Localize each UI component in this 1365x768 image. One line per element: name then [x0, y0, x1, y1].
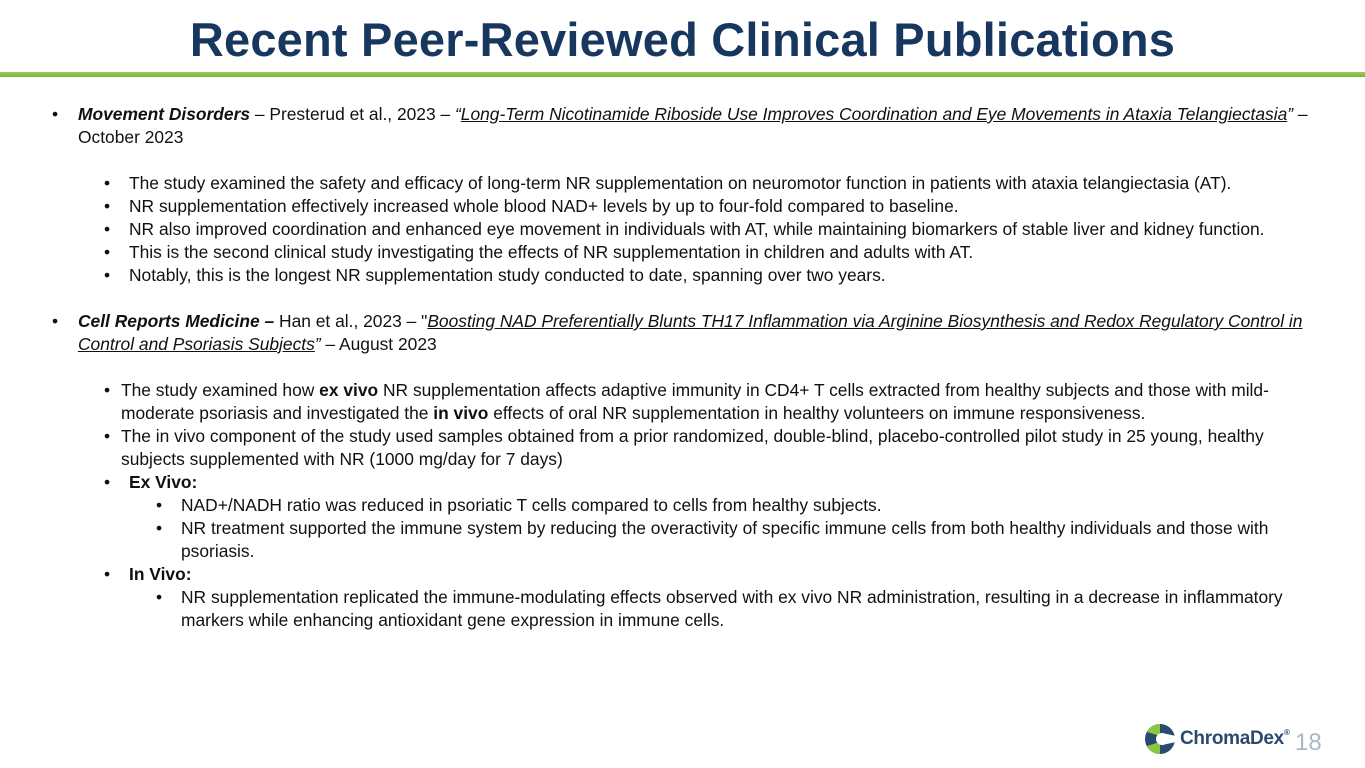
in-vivo-heading [129, 563, 1289, 586]
list-item: • The in vivo component of the study used samples obtained from a prior randomized, double-blind, placebo-controlled pilot study in 25 young, healthy subjects supplemented with NR (1000 mg/day for 7 days) [121, 425, 1301, 471]
heading-text: Ex Vivo: [129, 472, 198, 492]
emphasis-ex-vivo: ex vivo [319, 380, 379, 400]
list-item: • This is the second clinical study investigating the effects of NR supplementation in children and adults with AT. [129, 241, 1289, 264]
logo-trademark: ® [1283, 728, 1290, 737]
emphasis-in-vivo: in vivo [433, 403, 489, 423]
publication-2 [78, 310, 1340, 356]
title-divider [0, 72, 1365, 77]
text-run: effects of oral NR supplementation in healthy volunteers on immune responsiveness. [488, 403, 1146, 423]
list-item: • NR also improved coordination and enhanced eye movement in individuals with AT, while maintaining biomarkers of stable liver and kidney function. [129, 218, 1289, 241]
list-item: • Notably, this is the longest NR supplementation study conducted to date, spanning over two years. [129, 264, 1289, 287]
journal-name: Cell Reports Medicine – [78, 311, 275, 331]
close-quote: ” [1287, 104, 1294, 124]
page-number: 18 [1295, 729, 1322, 756]
ex-vivo-heading [129, 471, 1289, 494]
slide-content [0, 103, 1365, 632]
text-run: The study examined how [121, 380, 320, 400]
chromadex-logo [1144, 722, 1294, 756]
list-item: • NR supplementation replicated the immune-modulating effects observed with ex vivo NR administration, resulting in a decrease in inflammatory markers while enhancing antioxidant gene expression in immune cells. [181, 586, 1341, 632]
citation-authors: Han et al., 2023 – " [274, 311, 428, 331]
slide-title: Recent Peer-Reviewed Clinical Publications [189, 13, 1176, 66]
text-run: NR supplementation affects adaptive immunity in CD4+ T cells extracted from healthy subjects and those with mild-moderate psoriasis and investigated the [121, 380, 1269, 423]
publication-date: – August 2023 [320, 334, 437, 354]
list-item [121, 379, 1301, 425]
chromadex-mark-icon [1144, 722, 1178, 756]
article-title-link[interactable]: Boosting NAD Preferentially Blunts TH17 Inflammation via Arginine Biosynthesis and Redox Regulatory Control in Control and Psoriasis Subjects [78, 311, 1303, 354]
publication-1 [78, 103, 1340, 149]
list-item: • NR supplementation effectively increased whole blood NAD+ levels by up to four-fold compared to baseline. [129, 195, 1289, 218]
list-item: • NAD+/NADH ratio was reduced in psoriatic T cells compared to cells from healthy subjects. [181, 494, 1341, 517]
open-quote: “ [454, 104, 461, 124]
article-title-link[interactable]: Long-Term Nicotinamide Riboside Use Improves Coordination and Eye Movements in Ataxia Telangiectasia [460, 104, 1288, 124]
logo-wordmark [1180, 728, 1290, 750]
heading-text: In Vivo: [129, 564, 192, 584]
journal-name: Movement Disorders [78, 104, 251, 124]
logo-wordmark-text: ChromaDex [1180, 728, 1284, 749]
list-item: • The study examined the safety and efficacy of long-term NR supplementation on neuromotor function in patients with ataxia telangiectasia (AT). [129, 172, 1289, 195]
close-quote: ” [314, 334, 321, 354]
list-item: • NR treatment supported the immune system by reducing the overactivity of specific immune cells from both healthy individuals and those with psoriasis. [181, 517, 1341, 563]
publication-date: – October 2023 [78, 104, 1308, 147]
citation-authors: – Presterud et al., 2023 – [250, 104, 455, 124]
